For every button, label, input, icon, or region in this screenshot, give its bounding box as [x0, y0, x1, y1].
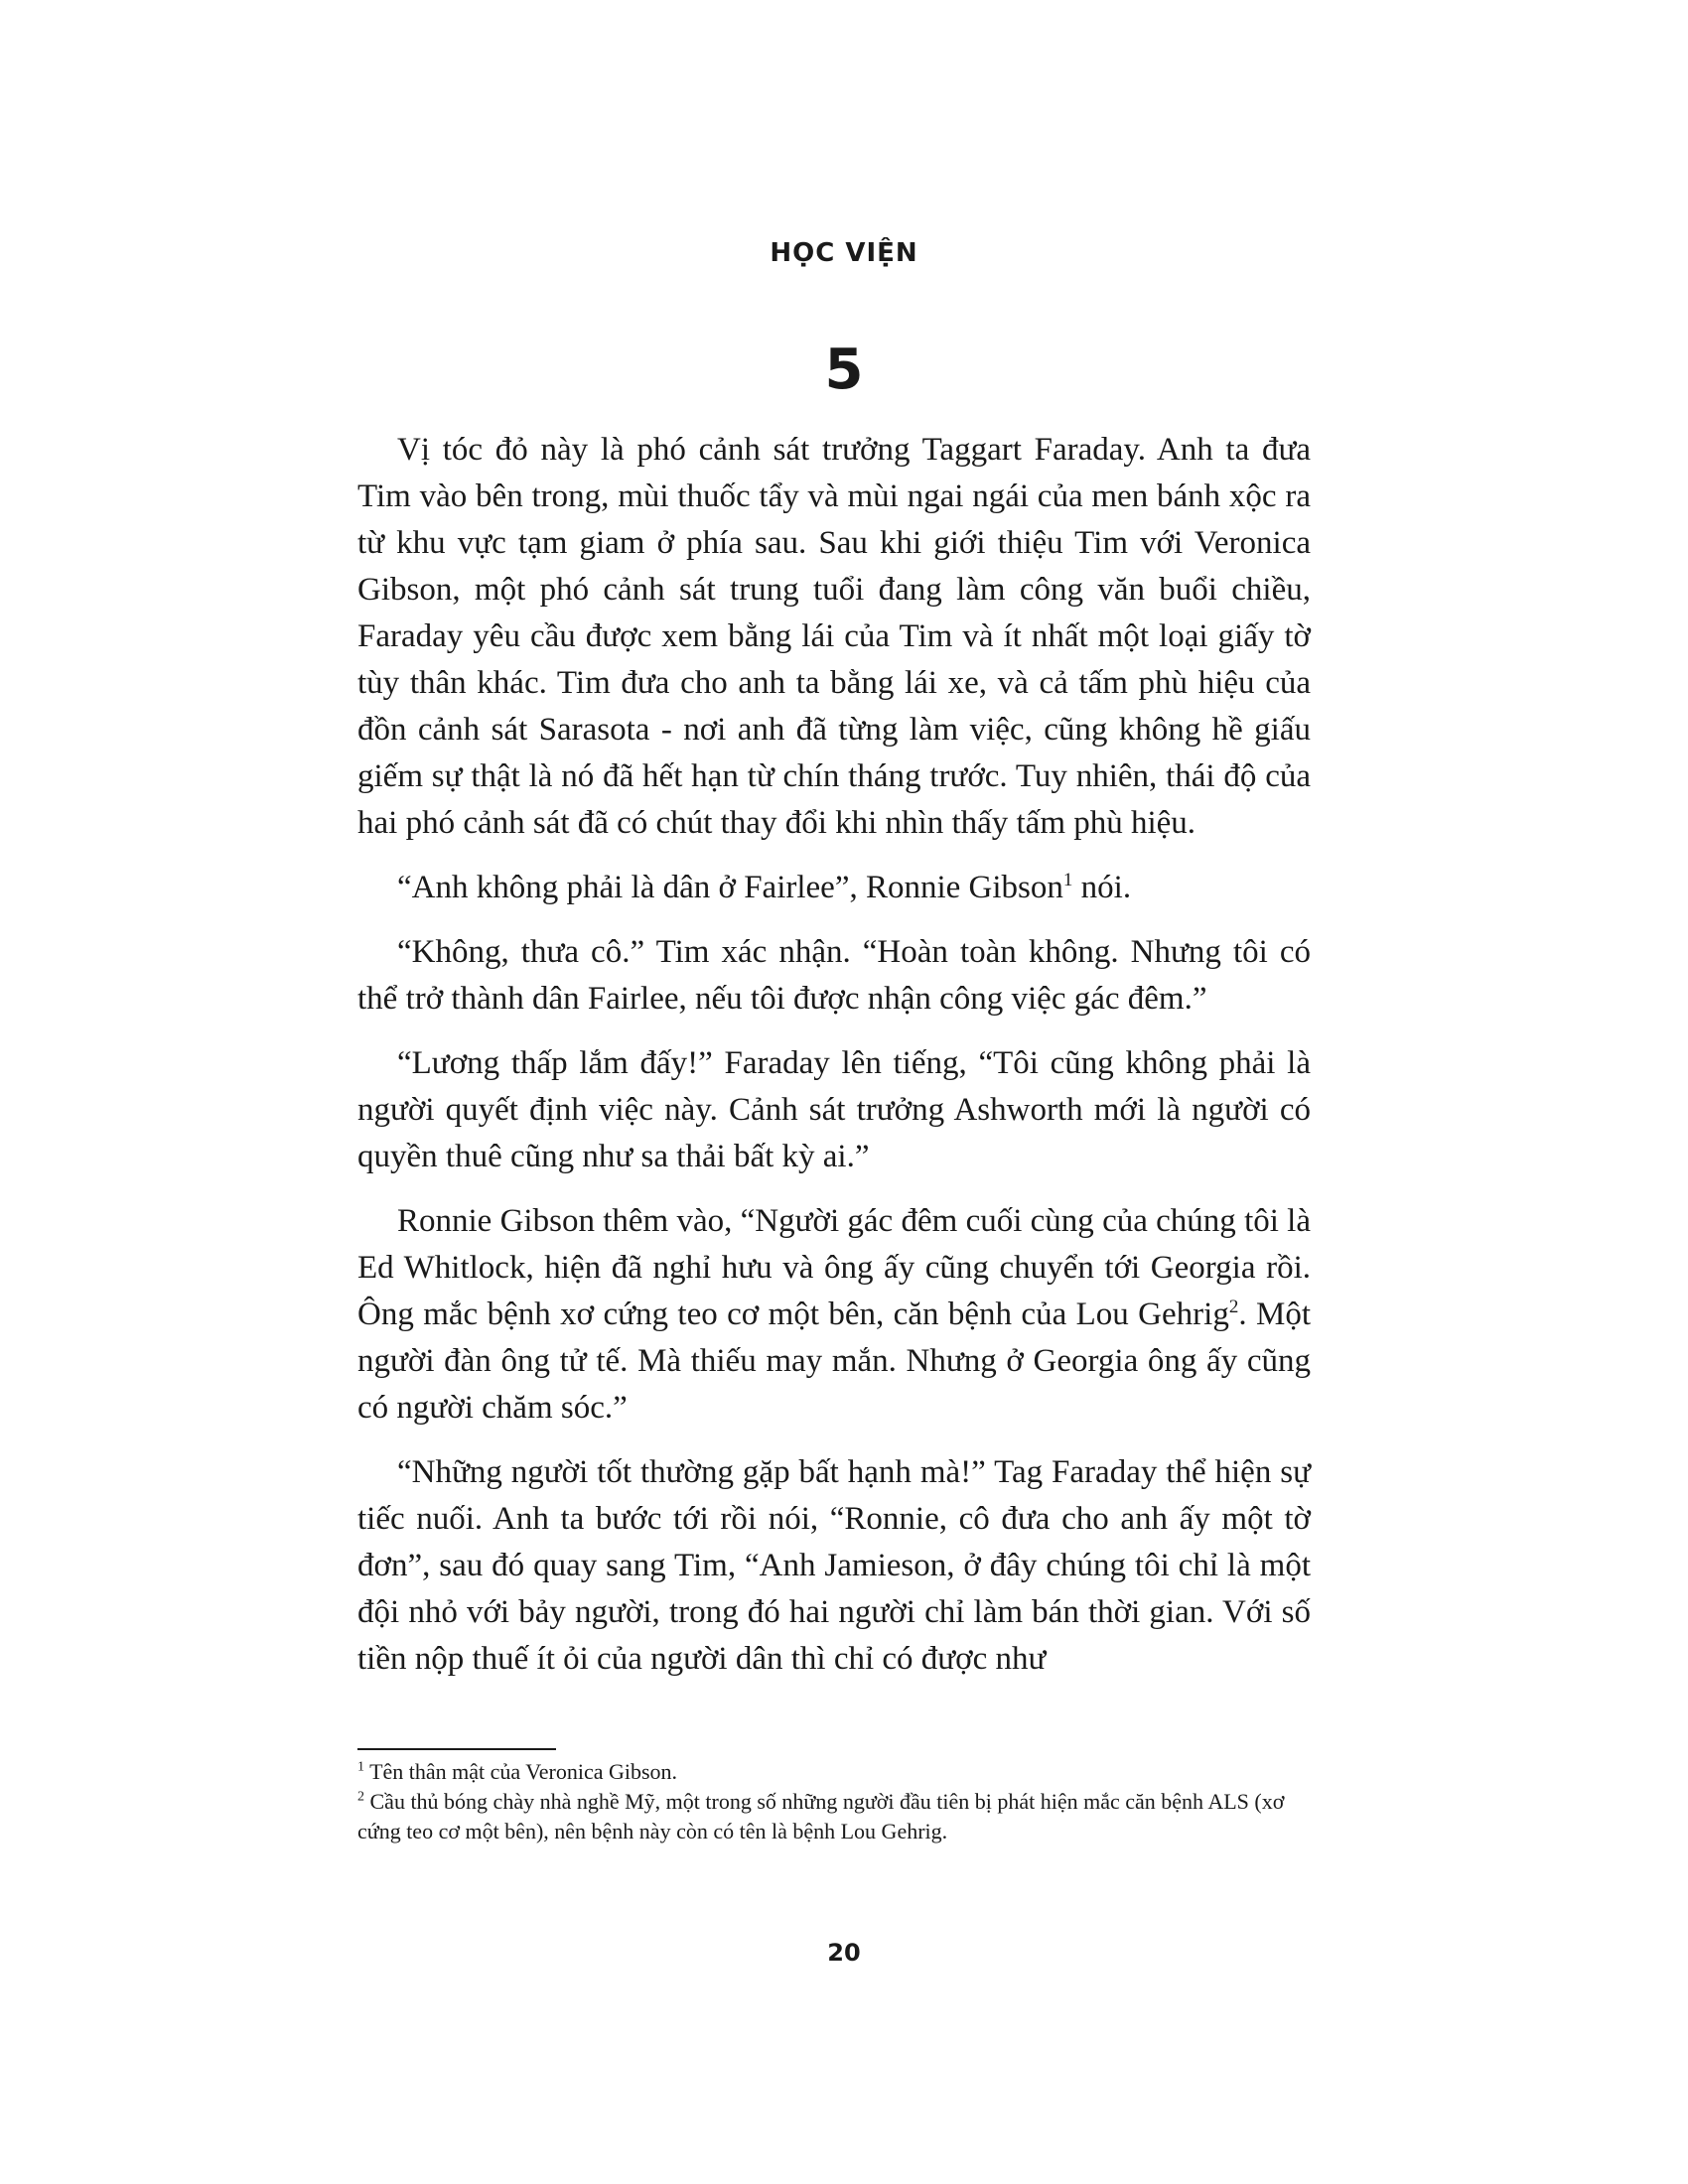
- footnote-divider: [357, 1748, 556, 1750]
- footnotes: [357, 1757, 1311, 1846]
- paragraph-text: . Một người đàn ông tử tế. Mà thiếu may mắn. Nhưng ở Georgia ông ấy cũng có người chăm sóc.”: [357, 1297, 1311, 1426]
- paragraph: “Không, thưa cô.” Tim xác nhận. “Hoàn toàn không. Nhưng tôi có thể trở thành dân Fairlee, nếu tôi được nhận công việc gác đêm.”: [357, 934, 1311, 1017]
- paragraph-text: nói.: [1072, 870, 1132, 905]
- running-head: HỌC VIỆN: [770, 238, 918, 268]
- paragraph: [357, 865, 1311, 911]
- paragraph: [357, 1198, 1311, 1432]
- footnote: [357, 1757, 1311, 1787]
- paragraph: Vị tóc đỏ này là phó cảnh sát trưởng Taggart Faraday. Anh ta đưa Tim vào bên trong, mùi thuốc tẩy và mùi ngai ngái của men bánh xộc ra từ khu vực tạm giam ở phía sau. Sau khi giới thiệu Tim với Veronica Gibson, một phó cảnh sát trung tuổi đang làm công văn buổi chiều, Faraday yêu cầu được xem bằng lái của Tim và ít nhất một loại giấy tờ tùy thân khác. Tim đưa cho anh ta bằng lái xe, và cả tấm phù hiệu của đồn cảnh sát Sarasota - nơi anh đã từng làm việc, cũng không hề giấu giếm sự thật là nó đã hết hạn từ chín tháng trước. Tuy nhiên, thái độ của hai phó cảnh sát đã có chút thay đổi khi nhìn thấy tấm phù hiệu.: [357, 432, 1311, 841]
- paragraph: “Những người tốt thường gặp bất hạnh mà!” Tag Faraday thể hiện sự tiếc nuối. Anh ta bước tới rồi nói, “Ronnie, cô đưa cho anh ấy một tờ đơn”, sau đó quay sang Tim, “Anh Jamieson, ở đây chúng tôi chỉ là một đội nhỏ với bảy người, trong đó hai người chỉ làm bán thời gian. Với số tiền nộp thuế ít ỏi của người dân thì chỉ có được như: [357, 1454, 1311, 1677]
- footnote-ref: 2: [1228, 1297, 1239, 1317]
- paragraph: “Lương thấp lắm đấy!” Faraday lên tiếng, “Tôi cũng không phải là người quyết định việc này. Cảnh sát trưởng Ashworth mới là người có quyền thuê cũng như sa thải bất kỳ ai.”: [357, 1045, 1311, 1174]
- page-number: 20: [827, 1939, 861, 1967]
- footnote-ref: 1: [1062, 870, 1073, 890]
- paragraph-text: “Anh không phải là dân ở Fairlee”, Ronnie Gibson: [397, 870, 1063, 905]
- footnote-mark: 2: [357, 1789, 364, 1805]
- paragraph-text: Ronnie Gibson thêm vào, “Người gác đêm cuối cùng của chúng tôi là Ed Whitlock, hiện đã nghỉ hưu và ông ấy cũng chuyển tới Georgia rồi. Ông mắc bệnh xơ cứng teo cơ một bên, căn bệnh của Lou Gehrig: [357, 1203, 1311, 1332]
- footnote-mark: 1: [357, 1759, 364, 1775]
- footnote-text: Tên thân mật của Veronica Gibson.: [364, 1759, 678, 1784]
- footnote: [357, 1787, 1311, 1846]
- chapter-number: 5: [824, 338, 864, 402]
- body-text: [357, 427, 1311, 1701]
- footnote-text: Cầu thủ bóng chày nhà nghề Mỹ, một trong số những người đầu tiên bị phát hiện mắc căn bệnh ALS (xơ cứng teo cơ một bên), nên bệnh này còn có tên là bệnh Lou Gehrig.: [357, 1789, 1285, 1843]
